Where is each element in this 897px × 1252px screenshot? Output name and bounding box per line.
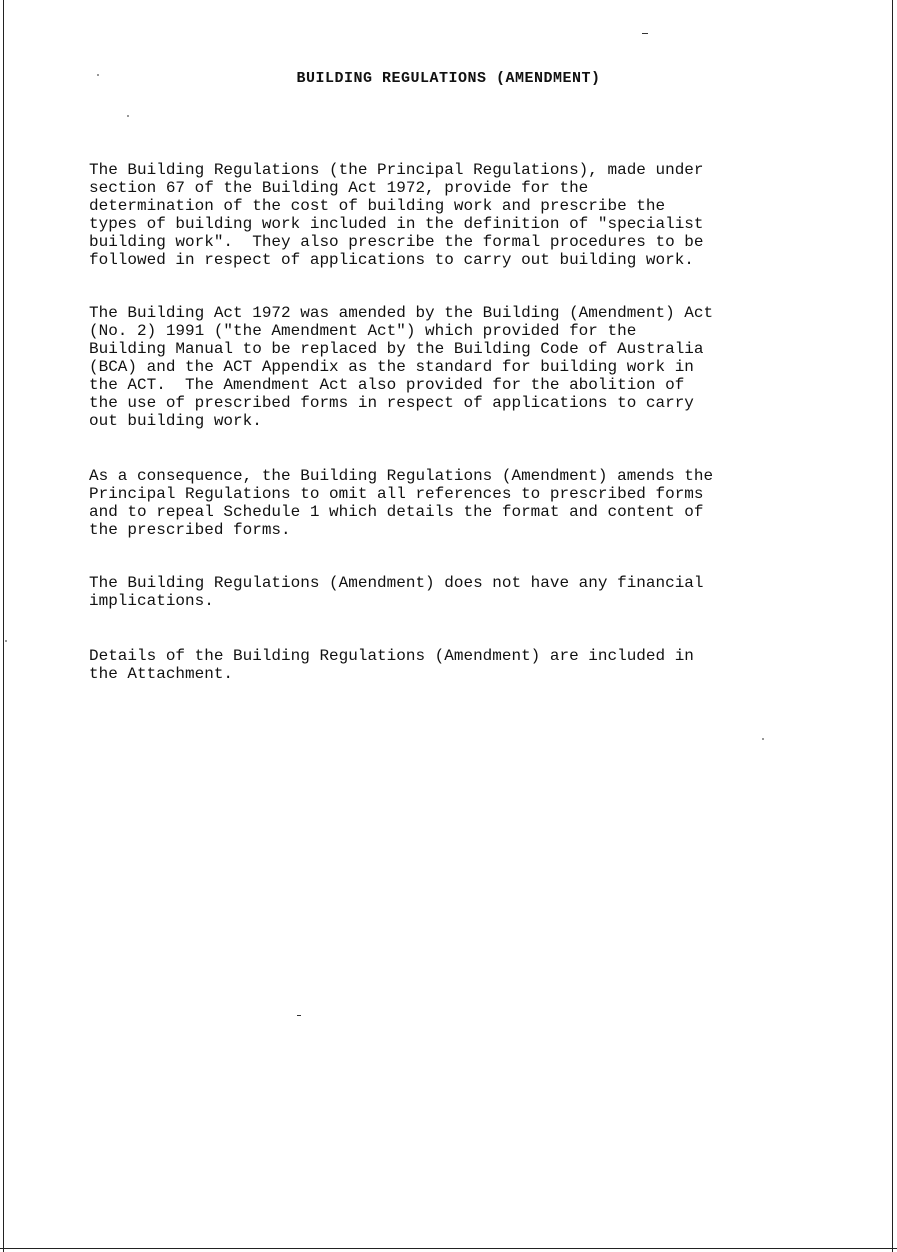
paragraph-line: implications. xyxy=(89,592,214,610)
document-title: BUILDING REGULATIONS (AMENDMENT) xyxy=(296,70,601,87)
paragraph-line: the prescribed forms. xyxy=(89,521,291,539)
paragraph-line: (No. 2) 1991 ("the Amendment Act") which provided for the xyxy=(89,322,637,340)
paragraph-line: The Building Act 1972 was amended by the Building (Amendment) Act xyxy=(89,304,714,322)
scan-mark xyxy=(297,1015,301,1016)
paragraph-line: (BCA) and the ACT Appendix as the standard for building work in xyxy=(89,358,694,376)
paragraph-line: Building Manual to be replaced by the Building Code of Australia xyxy=(89,340,704,358)
paragraph-line: Principal Regulations to omit all references to prescribed forms xyxy=(89,485,704,503)
paragraph-line: The Building Regulations (Amendment) does not have any financial xyxy=(89,574,704,592)
page-left-border xyxy=(3,0,4,1252)
paragraph-line: the use of prescribed forms in respect of applications to carry xyxy=(89,394,694,412)
scan-speck xyxy=(762,738,764,740)
paragraph-line: The Building Regulations (the Principal Regulations), made under xyxy=(89,161,704,179)
page-right-border xyxy=(892,0,893,1252)
scan-speck xyxy=(5,640,7,642)
paragraph-principal-regulations xyxy=(89,161,809,269)
paragraph-line: section 67 of the Building Act 1972, provide for the xyxy=(89,179,589,197)
paragraph-line: building work". They also prescribe the formal procedures to be xyxy=(89,233,704,251)
paragraph-financial-implications xyxy=(89,574,809,610)
paragraph-line: the Attachment. xyxy=(89,665,234,683)
paragraph-amendment-act xyxy=(89,304,809,430)
paragraph-consequence xyxy=(89,467,809,539)
page-bottom-border xyxy=(0,1248,897,1249)
paragraph-line: and to repeal Schedule 1 which details the format and content of xyxy=(89,503,704,521)
paragraph-line: Details of the Building Regulations (Amendment) are included in xyxy=(89,647,694,665)
paragraph-line: determination of the cost of building work and prescribe the xyxy=(89,197,666,215)
scan-mark xyxy=(642,33,648,34)
scan-speck xyxy=(97,74,99,76)
paragraph-attachment-details xyxy=(89,647,809,683)
paragraph-line: types of building work included in the definition of "specialist xyxy=(89,215,704,233)
paragraph-line: out building work. xyxy=(89,412,262,430)
scan-speck xyxy=(127,115,129,117)
paragraph-line: As a consequence, the Building Regulations (Amendment) amends the xyxy=(89,467,714,485)
paragraph-line: the ACT. The Amendment Act also provided for the abolition of xyxy=(89,376,685,394)
paragraph-line: followed in respect of applications to carry out building work. xyxy=(89,251,694,269)
